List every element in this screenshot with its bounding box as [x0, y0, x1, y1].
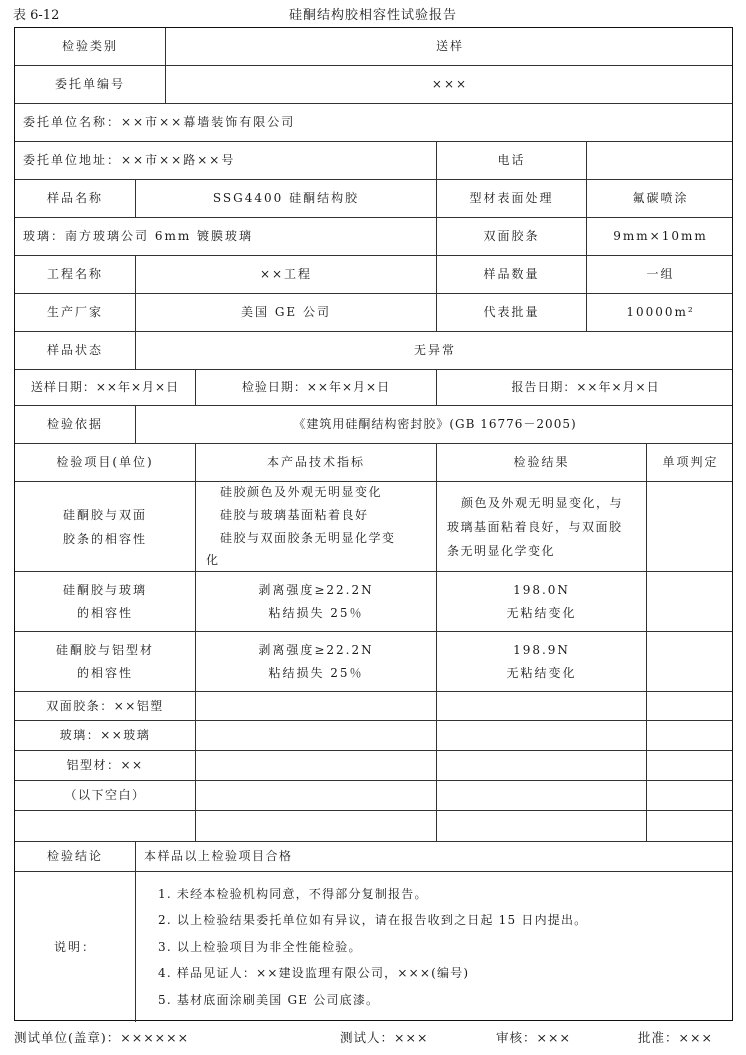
- notes-label: 说明：: [53, 939, 96, 954]
- empty-cell: [436, 721, 646, 750]
- extra-item: 玻璃：××玻璃: [59, 728, 151, 743]
- result-line: 无粘结变化: [506, 665, 577, 680]
- state-label: 样品状态: [46, 343, 103, 358]
- spec-cell: [195, 572, 436, 631]
- row-glass: [15, 218, 732, 256]
- item-line: 胶条的相容性: [62, 531, 147, 546]
- maker-label: 生产厂家: [46, 305, 103, 320]
- note-item: 2. 以上检验结果委托单位如有异议，请在报告收到之日起 15 日内提出。: [158, 913, 588, 928]
- sample-name-value: SSG4400 硅酮结构胶: [135, 180, 436, 217]
- row-client-name: [15, 104, 732, 142]
- inspection-type-label: 检验类别: [61, 39, 118, 54]
- item-cell: [15, 482, 195, 571]
- surface-label: 型材表面处理: [436, 180, 586, 217]
- inspection-type-value: 送样: [165, 28, 734, 65]
- row-conclusion: [15, 842, 732, 872]
- empty-cell: [195, 692, 436, 720]
- footer-reviewer: 审核：×××: [496, 1030, 571, 1045]
- phone-label: 电话: [436, 142, 586, 179]
- footer-unit: 测试单位(盖章)：××××××: [14, 1030, 190, 1045]
- result-line: 198.0N: [513, 582, 570, 597]
- result-cell: [436, 572, 646, 631]
- client-address: 委托单位地址：××市××路××号: [23, 153, 236, 168]
- empty-cell: [646, 692, 734, 720]
- conclusion-label: 检验结论: [46, 849, 103, 864]
- table-row: [15, 692, 732, 721]
- empty-cell: [436, 811, 646, 841]
- table-row: [15, 572, 732, 632]
- item-line: 硅酮胶与双面: [62, 507, 147, 522]
- row-sample-state: [15, 332, 732, 370]
- qty-label: 样品数量: [436, 256, 586, 293]
- spec-line: 剥离强度≥22.2N: [258, 582, 374, 597]
- batch-value: 10000m²: [586, 294, 734, 331]
- table-row: [15, 721, 732, 751]
- test-date: 检验日期：××年×月×日: [195, 370, 436, 405]
- empty-cell: [195, 811, 436, 841]
- results-header-row: [15, 444, 732, 482]
- row-basis: [15, 406, 732, 444]
- empty-cell: [195, 781, 436, 810]
- qty-value: 一组: [586, 256, 734, 293]
- note-item: 1. 未经本检验机构同意，不得部分复制报告。: [158, 887, 428, 902]
- table-number: 表 6-12: [13, 8, 60, 23]
- table-row: [15, 482, 732, 572]
- row-inspection-type: [15, 28, 732, 66]
- row-sample-name: [15, 180, 732, 218]
- maker-value: 美国 GE 公司: [135, 294, 436, 331]
- sample-name-label: 样品名称: [46, 191, 103, 206]
- empty-cell: [646, 781, 734, 810]
- project-value: ××工程: [135, 256, 436, 293]
- notes-list: [135, 872, 734, 1022]
- spec-line: 硅胶与玻璃基面粘着良好: [220, 507, 369, 522]
- item-line: 硅酮胶与玻璃: [62, 582, 147, 597]
- item-cell: [15, 632, 195, 691]
- report-title: 硅酮结构胶相容性试验报告: [288, 8, 457, 23]
- header-spec: 本产品技术指标: [195, 444, 436, 481]
- tape-label: 双面胶条: [436, 218, 586, 255]
- state-value: 无异常: [135, 332, 734, 369]
- row-project: [15, 256, 732, 294]
- result-cell: [436, 632, 646, 691]
- judge-cell: [646, 572, 734, 631]
- batch-label: 代表批量: [436, 294, 586, 331]
- project-label: 工程名称: [46, 267, 103, 282]
- send-date: 送样日期：××年×月×日: [30, 380, 180, 395]
- footer-tester: 测试人：×××: [340, 1030, 429, 1045]
- extra-item: [15, 811, 195, 841]
- empty-cell: [646, 721, 734, 750]
- row-notes: [15, 872, 732, 1022]
- order-no-label: 委托单编号: [54, 77, 125, 92]
- empty-cell: [436, 692, 646, 720]
- spec-line: 化: [206, 553, 220, 568]
- surface-value: 氟碳喷涂: [586, 180, 734, 217]
- spec-cell: [195, 632, 436, 691]
- note-item: 4. 样品见证人：××建设监理有限公司，×××(编号): [158, 966, 470, 981]
- extra-item: 铝型材：××: [66, 758, 144, 773]
- glass-info: 玻璃：南方玻璃公司 6mm 镀膜玻璃: [23, 229, 254, 244]
- spec-line: 剥离强度≥22.2N: [258, 642, 374, 657]
- spec-cell: [195, 482, 436, 571]
- item-line: 的相容性: [76, 605, 133, 620]
- basis-label: 检验依据: [46, 417, 103, 432]
- note-item: 3. 以上检验项目为非全性能检验。: [158, 939, 362, 954]
- row-dates: [15, 370, 732, 406]
- judge-cell: [646, 482, 734, 571]
- result-line: 颜色及外观无明显变化，与: [461, 495, 624, 510]
- basis-value: 《建筑用硅酮结构密封胶》(GB 16776－2005): [135, 406, 734, 443]
- empty-cell: [195, 751, 436, 780]
- spec-line: 硅胶颜色及外观无明显变化: [220, 484, 383, 499]
- result-cell: [436, 482, 646, 571]
- client-name: 委托单位名称：××市××幕墙装饰有限公司: [23, 115, 296, 130]
- header-item: 检验项目(单位): [56, 455, 154, 470]
- spec-line: 粘结损失 25％: [268, 605, 364, 620]
- table-row: [15, 811, 732, 842]
- table-row: [15, 632, 732, 692]
- order-no-value: ×××: [165, 66, 734, 103]
- footer-approver: 批准：×××: [638, 1030, 713, 1045]
- row-maker: [15, 294, 732, 332]
- judge-cell: [646, 632, 734, 691]
- tape-value: 9mm×10mm: [586, 218, 734, 255]
- result-line: 198.9N: [513, 642, 570, 657]
- table-row: [15, 781, 732, 811]
- header-result: 检验结果: [436, 444, 646, 481]
- empty-cell: [436, 781, 646, 810]
- result-line: 玻璃基面粘着良好，与双面胶: [447, 519, 623, 534]
- spec-line: 粘结损失 25％: [268, 665, 364, 680]
- row-order-no: [15, 66, 732, 104]
- conclusion-value: 本样品以上检验项目合格: [135, 842, 734, 871]
- table-row: [15, 751, 732, 781]
- row-client-address: [15, 142, 732, 180]
- extra-item: 双面胶条：××铝塑: [46, 698, 164, 713]
- empty-cell: [436, 751, 646, 780]
- extra-item: （以下空白）: [64, 788, 146, 803]
- spec-line: 硅胶与双面胶条无明显化学变: [220, 530, 396, 545]
- report-table: [14, 27, 733, 1021]
- phone-value: [586, 142, 734, 179]
- report-date: 报告日期：××年×月×日: [436, 370, 734, 405]
- empty-cell: [646, 751, 734, 780]
- item-cell: [15, 572, 195, 631]
- empty-cell: [195, 721, 436, 750]
- empty-cell: [646, 811, 734, 841]
- item-line: 硅酮胶与铝型材: [55, 642, 154, 657]
- result-line: 无粘结变化: [506, 605, 577, 620]
- note-item: 5. 基材底面涂刷美国 GE 公司底漆。: [158, 992, 380, 1007]
- result-line: 条无明显化学变化: [447, 543, 556, 558]
- item-line: 的相容性: [76, 665, 133, 680]
- header-judge: 单项判定: [646, 444, 734, 481]
